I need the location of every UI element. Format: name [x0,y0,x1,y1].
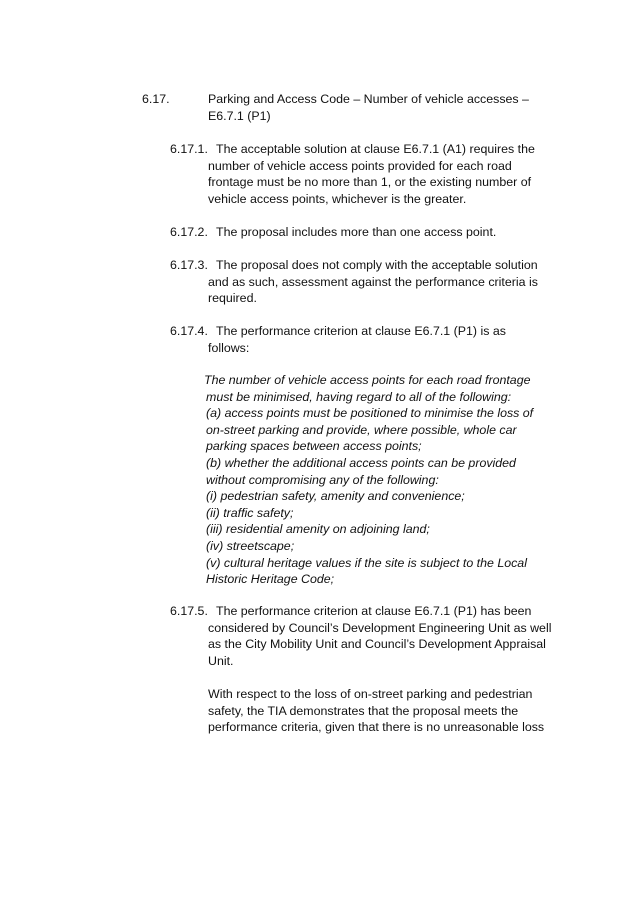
section-title [208,91,558,124]
quote-line: (b) whether the additional access points can be provided [206,455,516,470]
paragraph-text [208,323,560,356]
paragraph-number: 6.17.4. [170,324,208,338]
paragraph-line: The acceptable solution at clause E6.7.1 (A1) requires the [216,142,535,156]
paragraph-text [208,141,560,207]
paragraph-number: 6.17.2. [170,225,208,239]
paragraph-line: vehicle access points, whichever is the greater. [208,191,467,206]
continuation-line: safety, the TIA demonstrates that the proposal meets the [208,703,519,718]
paragraph-line: and as such, assessment against the performance criteria is [208,274,538,289]
paragraph-number: 6.17.3. [170,258,208,272]
paragraph-line: The proposal does not comply with the acceptable solution [216,258,538,272]
section-title-line: Parking and Access Code – Number of vehicle accesses – [208,92,529,106]
quote-line: (i) pedestrian safety, amenity and convenience; [206,489,465,504]
paragraph-number: 6.17.5. [170,604,208,618]
continuation-line: performance criteria, given that there is no unreasonable loss [208,720,545,735]
quote-line: (iv) streetscape; [206,538,295,553]
paragraph-text [208,603,560,669]
paragraph-line: Unit. [208,653,234,668]
paragraph-line: number of vehicle access points provided for each road [208,158,512,173]
quote-line: on-street parking and provide, where possible, whole car [206,422,517,437]
paragraph-line: The performance criterion at clause E6.7.1 (P1) has been [216,604,532,618]
paragraph-line: The performance criterion at clause E6.7.1 (P1) is as [216,324,506,338]
quote-line: (ii) traffic safety; [206,505,294,520]
paragraph-number: 6.17.1. [170,142,208,156]
performance-criterion-quote [206,372,566,588]
quote-line: (v) cultural heritage values if the site is subject to the Local [206,555,527,570]
paragraph-text [208,224,560,241]
quote-line: Historic Heritage Code; [206,572,335,587]
quote-line: (a) access points must be positioned to minimise the loss of [206,406,534,421]
quote-line: parking spaces between access points; [206,439,422,454]
quote-line: The number of vehicle access points for each road frontage [204,373,531,387]
section-title-line: E6.7.1 (P1) [208,108,271,123]
quote-line: must be minimised, having regard to all of the following: [206,389,512,404]
paragraph-line: considered by Council’s Development Engineering Unit as well [208,620,552,635]
quote-line: (iii) residential amenity on adjoining land; [206,522,430,537]
paragraph-line: follows: [208,340,250,355]
section-number: 6.17. [142,92,170,106]
paragraph-line: frontage must be no more than 1, or the existing number of [208,175,532,190]
paragraph-line: as the City Mobility Unit and Council’s Development Appraisal [208,637,546,652]
continuation-paragraph [208,686,568,736]
continuation-line: With respect to the loss of on-street parking and pedestrian [208,687,533,701]
paragraph-line: The proposal includes more than one access point. [216,225,497,239]
quote-line: without compromising any of the following: [206,472,439,487]
paragraph-text [208,257,560,307]
paragraph-line: required. [208,291,257,306]
